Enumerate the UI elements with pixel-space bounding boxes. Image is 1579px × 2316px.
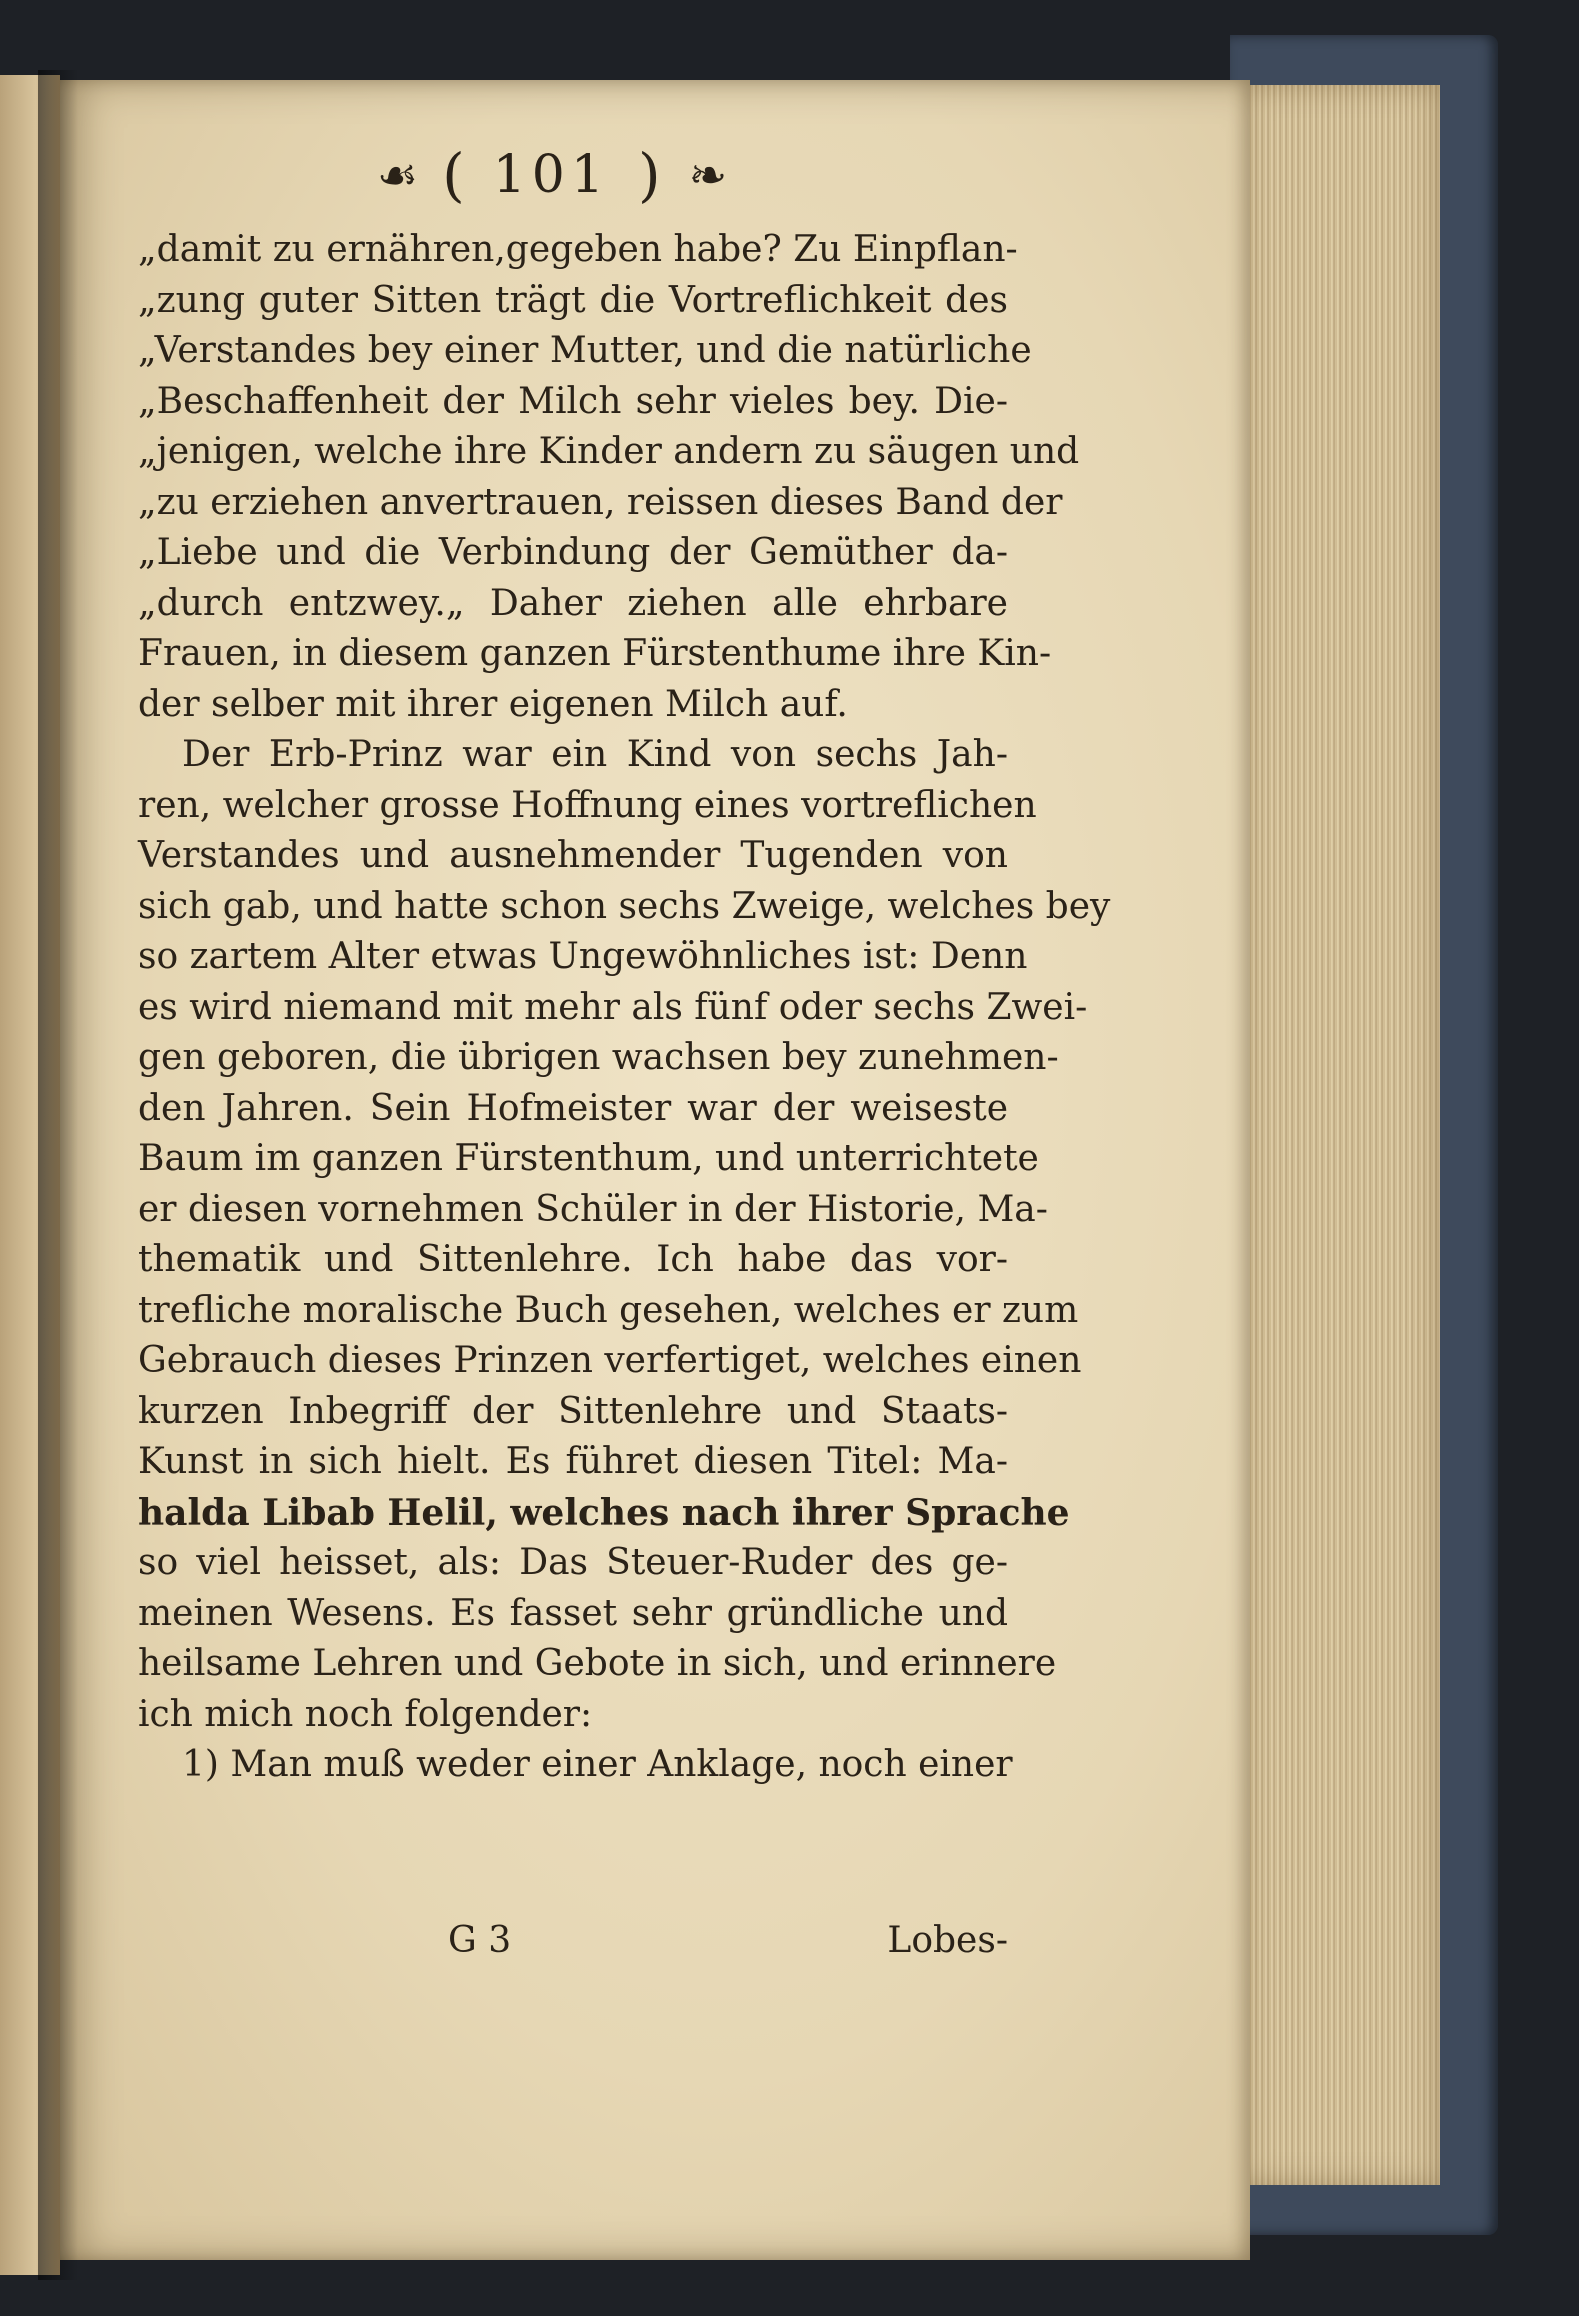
text-line: „Beschaffenheit der Milch sehr vieles bey. Die-: [138, 380, 1008, 422]
text-line: Gebrauch dieses Prinzen verfertiget, welches einen: [138, 1340, 1082, 1381]
text-line: „zung guter Sitten trägt die Vortreflichkeit des: [138, 279, 1008, 321]
text-line: den Jahren. Sein Hofmeister war der weiseste: [138, 1087, 1008, 1129]
text-line: „zu erziehen anvertrauen, reissen dieses Band der: [138, 481, 1063, 523]
text-line: gen geboren, die übrigen wachsen bey zunehmen-: [138, 1037, 1059, 1078]
text-line: „damit zu ernähren,gegeben habe? Zu Einpflan-: [138, 229, 1018, 270]
text-line: Kunst in sich hielt. Es führet diesen Titel: Ma-: [138, 1441, 1008, 1482]
text-line: halda Libab Helil, welches nach ihrer Sprache: [138, 1491, 1070, 1534]
page-number: 101: [492, 145, 610, 205]
body-text: [138, 225, 1111, 1791]
book-gutter: [38, 70, 78, 2280]
running-header: [240, 140, 860, 210]
text-line: er diesen vornehmen Schüler in der Historie, Ma-: [138, 1188, 1048, 1230]
text-line: so viel heisset, als: Das Steuer-Ruder des ge-: [138, 1542, 1008, 1583]
text-line: „jenigen, welche ihre Kinder andern zu säugen und: [138, 431, 1080, 472]
text-line: ren, welcher grosse Hoffnung eines vortreflichen: [138, 784, 1037, 826]
text-line: meinen Wesens. Es fasset sehr gründliche und: [138, 1592, 1008, 1634]
text-line: Der Erb-Prinz war ein Kind von sechs Jah-: [182, 734, 1008, 775]
text-line: thematik und Sittenlehre. Ich habe das vor-: [138, 1239, 1008, 1280]
header-open-paren: (: [442, 141, 465, 209]
text-line: kurzen Inbegriff der Sittenlehre und Staats-: [138, 1390, 1008, 1432]
header-close-paren: ): [637, 141, 661, 209]
page-footer: [138, 1920, 1008, 1970]
text-line: Verstandes und ausnehmender Tugenden von: [138, 835, 1008, 876]
text-line: es wird niemand mit mehr als fünf oder sechs Zwei-: [138, 986, 1088, 1028]
text-line: „durch entzwey.„ Daher ziehen alle ehrbare: [138, 582, 1008, 624]
signature-mark: G 3: [448, 1920, 512, 1961]
text-line: „Liebe und die Verbindung der Gemüther da-: [138, 532, 1008, 573]
text-line: Baum im ganzen Fürstenthum, und unterrichtete: [138, 1138, 1039, 1179]
header-left-ornament-icon: ☙: [376, 148, 415, 202]
text-line: 1) Man muß weder einer Anklage, noch einer: [182, 1744, 1013, 1785]
text-line: heilsame Lehren und Gebote in sich, und erinnere: [138, 1643, 1057, 1684]
text-line: der selber mit ihrer eigenen Milch auf.: [138, 683, 848, 725]
text-line: „Verstandes bey einer Mutter, und die natürliche: [138, 330, 1032, 371]
text-line: so zartem Alter etwas Ungewöhnliches ist: Denn: [138, 936, 1028, 977]
text-line: Frauen, in diesem ganzen Fürstenthume ihre Kin-: [138, 633, 1052, 674]
catchword: Lobes-: [887, 1920, 1008, 1961]
text-line: trefliche moralische Buch gesehen, welches er zum: [138, 1289, 1079, 1331]
text-line: sich gab, und hatte schon sechs Zweige, welches bey: [138, 885, 1111, 927]
page-fore-edge: [1240, 85, 1440, 2185]
text-line: ich mich noch folgender:: [138, 1693, 593, 1735]
header-right-ornament-icon: ❧: [688, 148, 724, 202]
